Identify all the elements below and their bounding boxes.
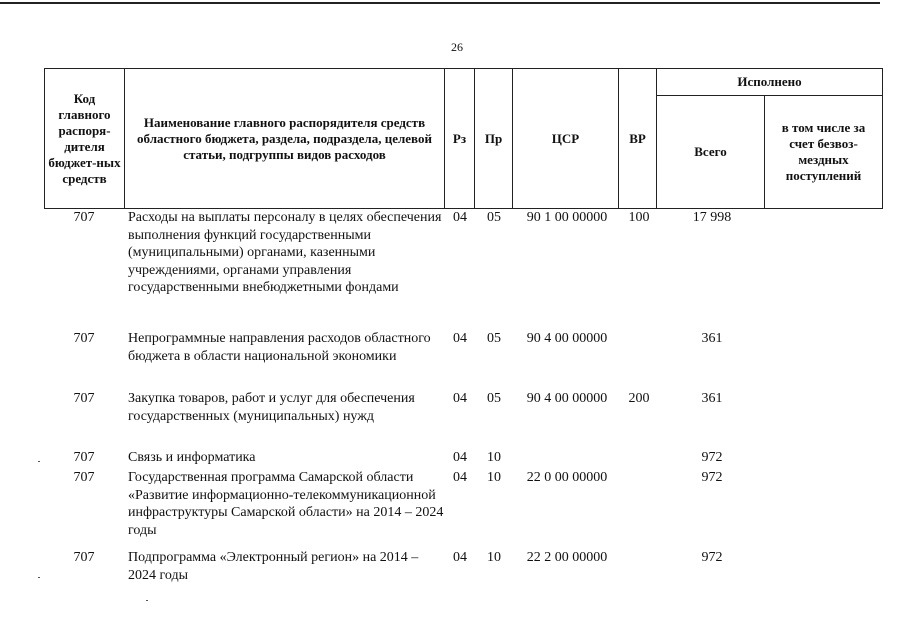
- cell-rz: 04: [453, 470, 467, 485]
- header-csr: ЦСР: [513, 69, 619, 209]
- header-vr: ВР: [619, 69, 657, 209]
- cell-name: Подпрограмма «Электронный регион» на 2014 – 2024 годы: [128, 550, 419, 583]
- cell-rz: 04: [453, 550, 467, 565]
- cell-vsego: 361: [701, 331, 723, 346]
- cell-name: Государственная программа Самарской области «Развитие информационно-телекоммуникационной инфраструктуры Самарской области» на 2014 – 2024 годы: [128, 470, 444, 538]
- cell-kod: 707: [73, 331, 95, 346]
- top-border-line: [0, 2, 880, 4]
- cell-name: Расходы на выплаты персоналу в целях обеспечения выполнения функций государственными (муниципальными) органами, казенными учреждениями, органами управления государственными внебюджетными фондами: [128, 210, 442, 295]
- cell-rz: 04: [453, 210, 467, 225]
- cell-csr: 22 2 00 00000: [526, 550, 608, 565]
- cell-pr: 10: [487, 550, 501, 565]
- cell-vsego: 361: [701, 391, 723, 406]
- cell-vsego: 972: [701, 550, 723, 565]
- cell-vsego: 17 998: [692, 210, 732, 225]
- header-kod: Код главного распоря-дителя бюджет-ных средств: [45, 69, 125, 209]
- cell-rz: 04: [453, 391, 467, 406]
- cell-name: Связь и информатика: [128, 450, 256, 465]
- table-header: [44, 68, 883, 209]
- cell-pr: 10: [487, 450, 501, 465]
- header-pr: Пр: [475, 69, 513, 209]
- cell-pr: 05: [487, 391, 501, 406]
- cell-pr: 10: [487, 470, 501, 485]
- header-bezvoz: в том числе за счет безвоз-мездных поступлений: [765, 96, 883, 209]
- cell-rz: 04: [453, 331, 467, 346]
- cell-pr: 05: [487, 210, 501, 225]
- scan-speck: [38, 461, 40, 462]
- header-naimenovanie: Наименование главного распорядителя средств областного бюджета, раздела, подраздела, целевой статьи, подгруппы видов расходов: [125, 69, 445, 209]
- cell-csr: 90 4 00 00000: [526, 391, 608, 406]
- cell-kod: 707: [73, 391, 95, 406]
- scan-speck: [146, 600, 148, 601]
- header-vsego: Всего: [657, 96, 765, 209]
- cell-name: Непрограммные направления расходов областного бюджета в области национальной экономики: [128, 331, 431, 364]
- cell-csr: 90 1 00 00000: [526, 210, 608, 225]
- cell-csr: 22 0 00 00000: [526, 470, 608, 485]
- cell-vsego: 972: [701, 450, 723, 465]
- cell-rz: 04: [453, 450, 467, 465]
- header-ispolneno: Исполнено: [657, 69, 883, 96]
- header-rz: Рз: [445, 69, 475, 209]
- cell-kod: 707: [73, 210, 95, 225]
- cell-csr: 90 4 00 00000: [526, 331, 608, 346]
- cell-kod: 707: [73, 450, 95, 465]
- cell-vr: 100: [628, 210, 650, 225]
- page-number: 26: [451, 40, 463, 54]
- scan-speck: [38, 577, 40, 578]
- cell-vsego: 972: [701, 470, 723, 485]
- cell-kod: 707: [73, 470, 95, 485]
- cell-pr: 05: [487, 331, 501, 346]
- cell-vr: 200: [628, 391, 650, 406]
- cell-name: Закупка товаров, работ и услуг для обеспечения государственных (муниципальных) нужд: [128, 391, 415, 424]
- cell-kod: 707: [73, 550, 95, 565]
